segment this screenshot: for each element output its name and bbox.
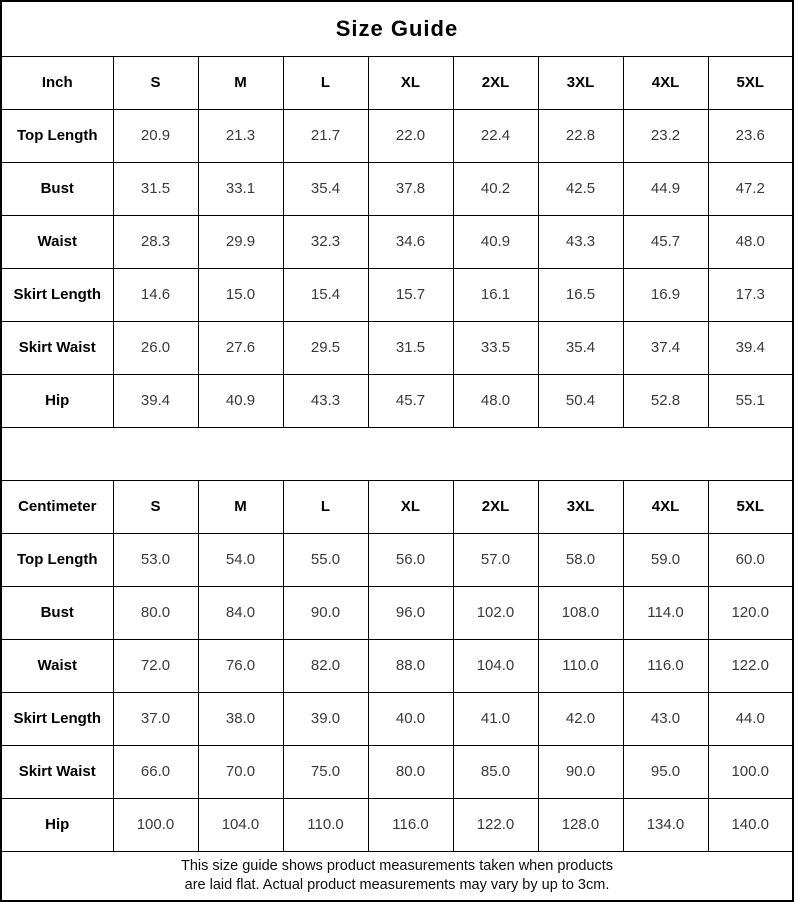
size-header: 5XL bbox=[708, 480, 793, 533]
measurement-value: 60.0 bbox=[708, 533, 793, 586]
measurement-value: 70.0 bbox=[198, 745, 283, 798]
measurement-value: 40.9 bbox=[198, 374, 283, 427]
measurement-row bbox=[1, 321, 793, 374]
measurement-value: 39.0 bbox=[283, 692, 368, 745]
measurement-value: 140.0 bbox=[708, 798, 793, 851]
measurement-value: 22.0 bbox=[368, 109, 453, 162]
measurement-value: 15.7 bbox=[368, 268, 453, 321]
size-header: 3XL bbox=[538, 480, 623, 533]
size-header: M bbox=[198, 480, 283, 533]
measurement-row bbox=[1, 215, 793, 268]
measurement-row bbox=[1, 109, 793, 162]
measurement-value: 57.0 bbox=[453, 533, 538, 586]
row-label: Skirt Waist bbox=[1, 745, 113, 798]
footer-line-1: This size guide shows product measurements taken when products bbox=[181, 857, 613, 874]
footer-note bbox=[1, 851, 793, 901]
measurement-value: 40.9 bbox=[453, 215, 538, 268]
measurement-value: 27.6 bbox=[198, 321, 283, 374]
row-label: Skirt Length bbox=[1, 692, 113, 745]
row-label: Bust bbox=[1, 586, 113, 639]
measurement-value: 55.1 bbox=[708, 374, 793, 427]
measurement-value: 37.4 bbox=[623, 321, 708, 374]
row-label: Waist bbox=[1, 639, 113, 692]
measurement-value: 37.8 bbox=[368, 162, 453, 215]
size-guide-table-body bbox=[1, 1, 793, 901]
row-label: Bust bbox=[1, 162, 113, 215]
measurement-value: 58.0 bbox=[538, 533, 623, 586]
measurement-value: 48.0 bbox=[453, 374, 538, 427]
size-header: 2XL bbox=[453, 480, 538, 533]
measurement-value: 43.0 bbox=[623, 692, 708, 745]
table-separator bbox=[1, 427, 793, 480]
measurement-value: 37.0 bbox=[113, 692, 198, 745]
page-title: Size Guide bbox=[1, 1, 793, 56]
row-label: Hip bbox=[1, 798, 113, 851]
size-header: 4XL bbox=[623, 480, 708, 533]
measurement-value: 80.0 bbox=[113, 586, 198, 639]
measurement-value: 110.0 bbox=[538, 639, 623, 692]
measurement-value: 32.3 bbox=[283, 215, 368, 268]
measurement-row bbox=[1, 692, 793, 745]
measurement-row bbox=[1, 745, 793, 798]
size-header: 2XL bbox=[453, 56, 538, 109]
size-header: 5XL bbox=[708, 56, 793, 109]
size-header: 4XL bbox=[623, 56, 708, 109]
measurement-value: 17.3 bbox=[708, 268, 793, 321]
row-label: Skirt Waist bbox=[1, 321, 113, 374]
measurement-value: 116.0 bbox=[368, 798, 453, 851]
size-header: M bbox=[198, 56, 283, 109]
measurement-value: 43.3 bbox=[283, 374, 368, 427]
measurement-row bbox=[1, 533, 793, 586]
measurement-value: 90.0 bbox=[538, 745, 623, 798]
measurement-value: 134.0 bbox=[623, 798, 708, 851]
measurement-value: 16.1 bbox=[453, 268, 538, 321]
measurement-value: 28.3 bbox=[113, 215, 198, 268]
measurement-value: 26.0 bbox=[113, 321, 198, 374]
measurement-value: 42.0 bbox=[538, 692, 623, 745]
measurement-value: 52.8 bbox=[623, 374, 708, 427]
measurement-value: 85.0 bbox=[453, 745, 538, 798]
measurement-value: 42.5 bbox=[538, 162, 623, 215]
measurement-value: 29.9 bbox=[198, 215, 283, 268]
row-label: Hip bbox=[1, 374, 113, 427]
measurement-value: 39.4 bbox=[113, 374, 198, 427]
measurement-value: 40.2 bbox=[453, 162, 538, 215]
measurement-value: 23.2 bbox=[623, 109, 708, 162]
measurement-value: 31.5 bbox=[368, 321, 453, 374]
measurement-value: 45.7 bbox=[623, 215, 708, 268]
measurement-row bbox=[1, 639, 793, 692]
measurement-value: 22.8 bbox=[538, 109, 623, 162]
measurement-value: 14.6 bbox=[113, 268, 198, 321]
measurement-value: 22.4 bbox=[453, 109, 538, 162]
size-header: XL bbox=[368, 480, 453, 533]
measurement-value: 29.5 bbox=[283, 321, 368, 374]
footer-line-2: are laid flat. Actual product measurements may vary by up to 3cm. bbox=[184, 876, 610, 893]
measurement-value: 39.4 bbox=[708, 321, 793, 374]
size-header: L bbox=[283, 480, 368, 533]
measurement-value: 80.0 bbox=[368, 745, 453, 798]
measurement-value: 21.3 bbox=[198, 109, 283, 162]
measurement-value: 40.0 bbox=[368, 692, 453, 745]
measurement-value: 102.0 bbox=[453, 586, 538, 639]
measurement-value: 15.0 bbox=[198, 268, 283, 321]
measurement-value: 56.0 bbox=[368, 533, 453, 586]
measurement-value: 100.0 bbox=[708, 745, 793, 798]
measurement-value: 96.0 bbox=[368, 586, 453, 639]
measurement-value: 35.4 bbox=[283, 162, 368, 215]
measurement-value: 43.3 bbox=[538, 215, 623, 268]
size-header: S bbox=[113, 480, 198, 533]
measurement-row bbox=[1, 586, 793, 639]
measurement-value: 15.4 bbox=[283, 268, 368, 321]
row-label: Top Length bbox=[1, 533, 113, 586]
measurement-value: 54.0 bbox=[198, 533, 283, 586]
measurement-value: 31.5 bbox=[113, 162, 198, 215]
measurement-value: 41.0 bbox=[453, 692, 538, 745]
measurement-value: 84.0 bbox=[198, 586, 283, 639]
measurement-value: 35.4 bbox=[538, 321, 623, 374]
unit-header: Centimeter bbox=[1, 480, 113, 533]
size-header: 3XL bbox=[538, 56, 623, 109]
measurement-value: 55.0 bbox=[283, 533, 368, 586]
measurement-value: 47.2 bbox=[708, 162, 793, 215]
measurement-value: 95.0 bbox=[623, 745, 708, 798]
measurement-row bbox=[1, 162, 793, 215]
table-separator-row bbox=[1, 427, 793, 480]
measurement-value: 120.0 bbox=[708, 586, 793, 639]
measurement-value: 44.9 bbox=[623, 162, 708, 215]
measurement-value: 53.0 bbox=[113, 533, 198, 586]
measurement-value: 104.0 bbox=[198, 798, 283, 851]
measurement-value: 128.0 bbox=[538, 798, 623, 851]
row-label: Waist bbox=[1, 215, 113, 268]
measurement-value: 104.0 bbox=[453, 639, 538, 692]
size-header-row bbox=[1, 56, 793, 109]
measurement-value: 66.0 bbox=[113, 745, 198, 798]
size-header: XL bbox=[368, 56, 453, 109]
measurement-value: 16.9 bbox=[623, 268, 708, 321]
measurement-value: 88.0 bbox=[368, 639, 453, 692]
measurement-row bbox=[1, 798, 793, 851]
measurement-value: 34.6 bbox=[368, 215, 453, 268]
size-header: S bbox=[113, 56, 198, 109]
measurement-value: 16.5 bbox=[538, 268, 623, 321]
measurement-value: 48.0 bbox=[708, 215, 793, 268]
measurement-value: 82.0 bbox=[283, 639, 368, 692]
measurement-value: 114.0 bbox=[623, 586, 708, 639]
footer-row bbox=[1, 851, 793, 901]
measurement-value: 59.0 bbox=[623, 533, 708, 586]
measurement-value: 45.7 bbox=[368, 374, 453, 427]
unit-header: Inch bbox=[1, 56, 113, 109]
title-row bbox=[1, 1, 793, 56]
measurement-value: 23.6 bbox=[708, 109, 793, 162]
measurement-value: 90.0 bbox=[283, 586, 368, 639]
measurement-value: 116.0 bbox=[623, 639, 708, 692]
size-header: L bbox=[283, 56, 368, 109]
measurement-value: 20.9 bbox=[113, 109, 198, 162]
measurement-value: 75.0 bbox=[283, 745, 368, 798]
measurement-value: 110.0 bbox=[283, 798, 368, 851]
measurement-value: 76.0 bbox=[198, 639, 283, 692]
measurement-value: 108.0 bbox=[538, 586, 623, 639]
measurement-row bbox=[1, 268, 793, 321]
measurement-value: 122.0 bbox=[453, 798, 538, 851]
row-label: Top Length bbox=[1, 109, 113, 162]
measurement-value: 21.7 bbox=[283, 109, 368, 162]
measurement-row bbox=[1, 374, 793, 427]
measurement-value: 100.0 bbox=[113, 798, 198, 851]
measurement-value: 122.0 bbox=[708, 639, 793, 692]
measurement-value: 50.4 bbox=[538, 374, 623, 427]
measurement-value: 44.0 bbox=[708, 692, 793, 745]
measurement-value: 33.1 bbox=[198, 162, 283, 215]
measurement-value: 33.5 bbox=[453, 321, 538, 374]
row-label: Skirt Length bbox=[1, 268, 113, 321]
size-header-row bbox=[1, 480, 793, 533]
measurement-value: 38.0 bbox=[198, 692, 283, 745]
measurement-value: 72.0 bbox=[113, 639, 198, 692]
